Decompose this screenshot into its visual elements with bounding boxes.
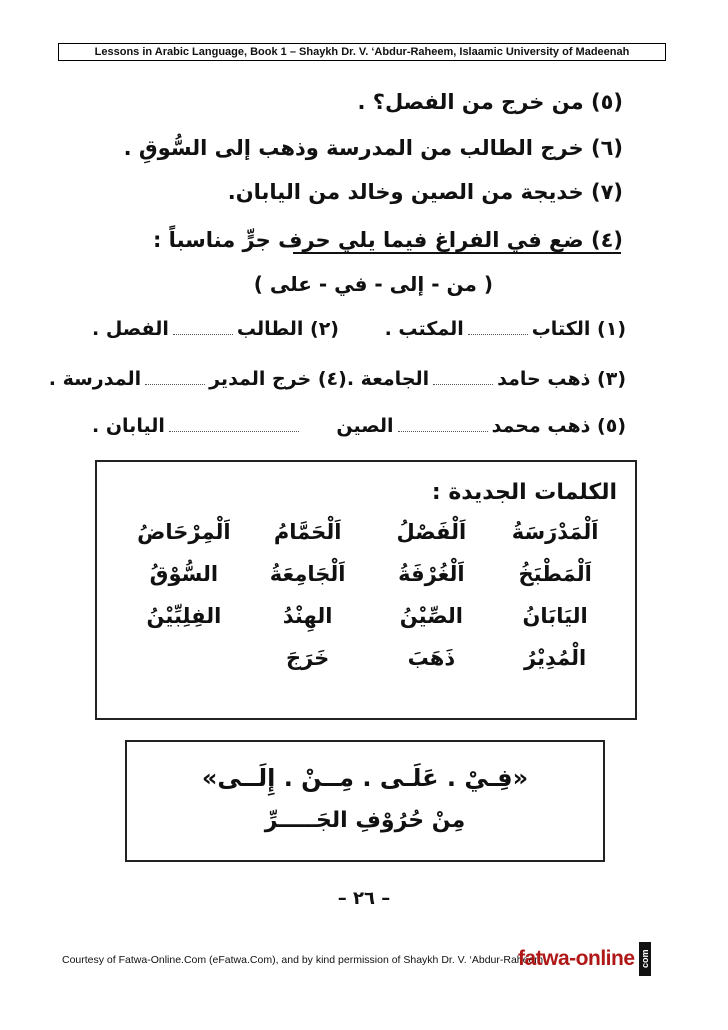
prepositions-list: «فِـيْ . عَلَـى . مِــنْ . إِلَــى»	[201, 764, 529, 792]
vocabulary-title: الكلمات الجديدة :	[431, 480, 617, 505]
vocab-word: الفِلِبِّيْنُ	[146, 604, 222, 628]
exercise-item: اليابان .	[92, 415, 303, 437]
vocab-word: الصِّيْنُ	[399, 604, 463, 628]
blank-field	[433, 370, 493, 385]
fatwa-online-logo	[518, 942, 660, 976]
vocab-word: اَلْفَصْلُ	[396, 520, 467, 544]
vocab-word: اَلْمِرْحَاضُ	[137, 520, 231, 544]
vocab-word: السُّوْقُ	[149, 562, 219, 586]
exercise-item: (١) الكتابالمكتب .	[384, 318, 626, 340]
footer-credit: Courtesy of Fatwa-Online.Com (eFatwa.Com), and by kind permission of Shaykh Dr. V. ‘Abdur-Raheem	[62, 954, 544, 966]
page-number: – ٢٦ –	[337, 888, 391, 909]
blank-field	[398, 417, 488, 432]
vocab-word: اَلْمَطْبَخُ	[518, 562, 592, 586]
vocab-word: اَلْجَامِعَةُ	[269, 562, 346, 586]
logo-text: fatwa-online	[518, 947, 635, 970]
vocab-word: الهِنْدُ	[282, 604, 333, 628]
title-underline	[293, 252, 621, 254]
blank-field	[145, 370, 205, 385]
vocab-word: اَلْحَمَّامُ	[273, 520, 342, 544]
exercise-row-1	[92, 318, 626, 340]
exercise-item: (٥) ذهب محمدالصين	[336, 415, 626, 437]
vocab-word: خَرَجَ	[285, 646, 330, 670]
prepositions-box	[125, 740, 605, 862]
vocab-word: الْمُدِيْرُ	[524, 646, 587, 670]
vocabulary-box	[95, 460, 637, 720]
vocabulary-grid	[122, 520, 617, 670]
vocab-word: اَلْغُرْفَةُ	[398, 562, 465, 586]
answer-line-7: (٧) خديجة من الصين وخالد من اليابان.	[227, 180, 623, 204]
vocab-word: ذَهَبَ	[407, 646, 456, 670]
exercise-item: (٢) الطالبالفصل .	[92, 318, 339, 340]
answer-line-6: (٦) خرج الطالب من المدرسة وذهب إلى السُّوقِ .	[123, 136, 623, 160]
exercise-row-2	[48, 368, 626, 390]
vocab-word: اَلْمَدْرَسَةُ	[511, 520, 599, 544]
exercise-options: ( من - إلى - في - على )	[253, 272, 493, 296]
blank-field	[173, 320, 233, 335]
logo-suffix: com	[639, 942, 651, 976]
vocab-word: اليَابَانُ	[522, 604, 588, 628]
answer-line-5: (٥) من خرج من الفصل؟ .	[357, 90, 623, 114]
exercise-item: (٣) ذهب حامدالجامعة .	[346, 368, 626, 390]
vocab-word	[122, 646, 246, 670]
prepositions-caption: مِنْ حُرُوْفِ الجَـــــرِّ	[264, 808, 466, 833]
blank-field	[169, 417, 299, 432]
page-header: Lessons in Arabic Language, Book 1 – Shaykh Dr. V. ‘Abdur-Raheem, Islaamic University of Madeenah	[58, 43, 666, 61]
exercise-title: (٤) ضع في الفراغ فيما يلي حرف جرٍّ مناسباً :	[152, 228, 623, 252]
exercise-row-3	[92, 415, 626, 437]
blank-field	[468, 320, 528, 335]
exercise-item: (٤) خرج المديرالمدرسة .	[48, 368, 347, 390]
